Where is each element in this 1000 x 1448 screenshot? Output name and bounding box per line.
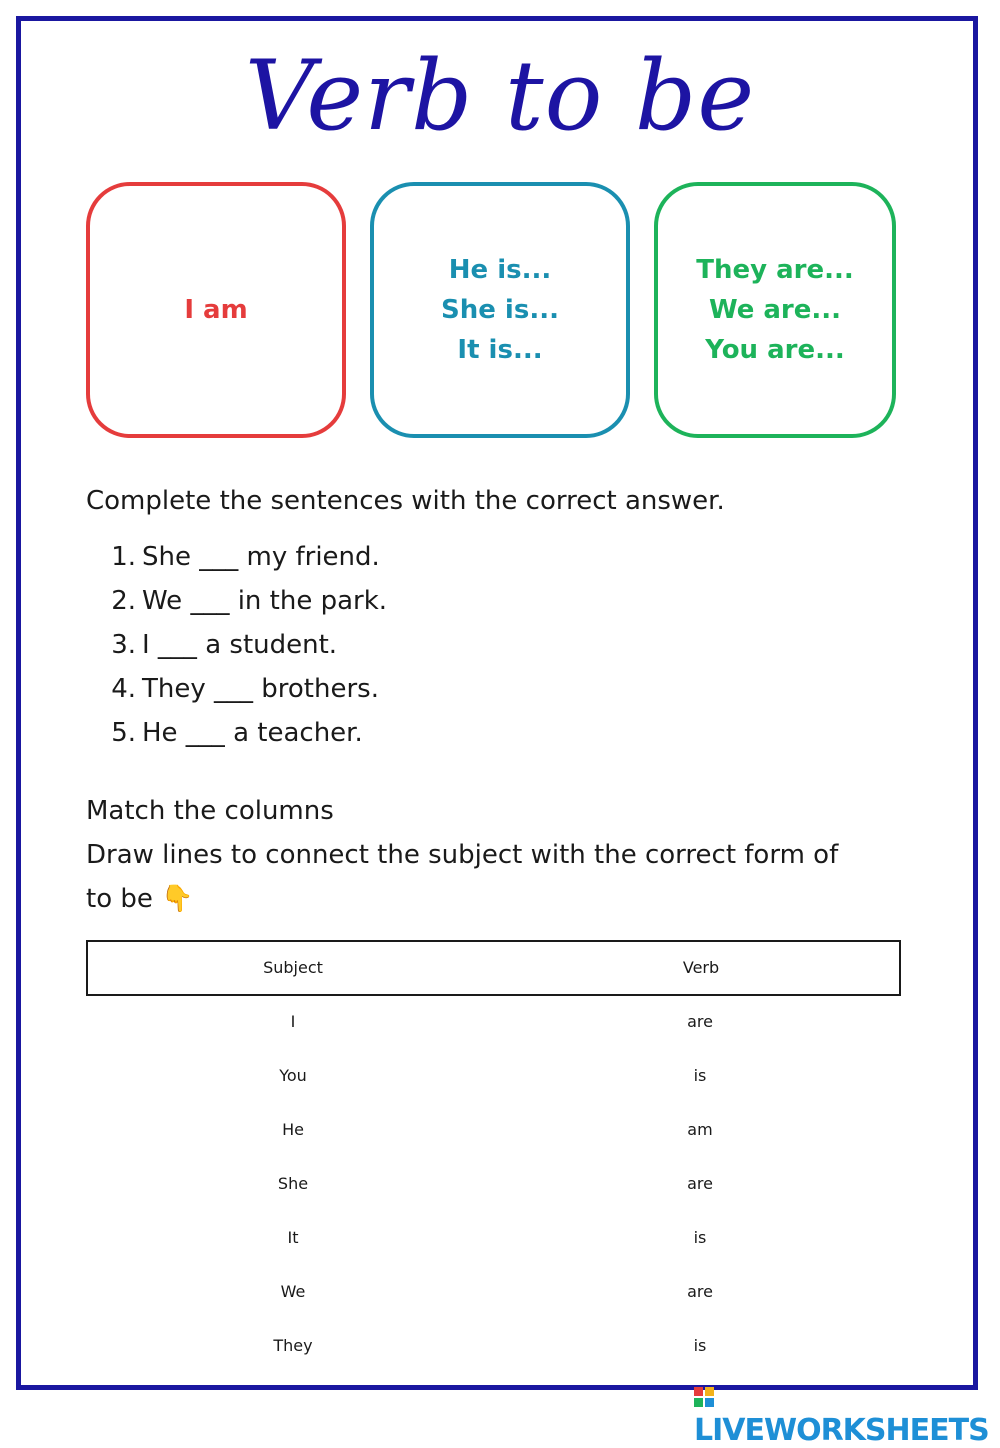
- subject-cell: They: [273, 1336, 313, 1355]
- box-line: He is...: [448, 255, 552, 285]
- verb-cell: are: [687, 1012, 713, 1031]
- section2-heading: Match the columns: [86, 796, 334, 826]
- verb-cell: is: [693, 1228, 707, 1247]
- subject-cell: It: [287, 1228, 299, 1247]
- box-line: They are...: [696, 255, 854, 285]
- table-header: [86, 940, 901, 996]
- section2-instruction-text: to be: [86, 884, 153, 914]
- box-line: It is...: [457, 335, 543, 365]
- verb-cell: am: [687, 1120, 713, 1139]
- sentence-number: 4.: [111, 674, 136, 704]
- header-subject: Subject: [263, 958, 323, 977]
- verb-cell: is: [693, 1336, 707, 1355]
- box-line: I am: [184, 295, 248, 325]
- verb-cell: are: [687, 1174, 713, 1193]
- box-line: We are...: [708, 295, 842, 325]
- section1-instruction: Complete the sentences with the correct answer.: [86, 486, 725, 516]
- sentence-text: He ___ a teacher.: [142, 718, 363, 748]
- pointing-down-icon: 👇: [161, 884, 194, 914]
- box-line: She is...: [441, 295, 559, 325]
- sentence-item: [108, 674, 379, 704]
- subject-cell: I: [290, 1012, 296, 1031]
- sentence-text: I ___ a student.: [142, 630, 338, 660]
- header-verb: Verb: [682, 958, 720, 977]
- subject-cell: You: [279, 1066, 307, 1085]
- sentence-number: 1.: [111, 542, 136, 572]
- box-line: You are...: [705, 335, 845, 365]
- liveworksheets-logo: [694, 1378, 1000, 1448]
- subject-cell: She: [277, 1174, 309, 1193]
- verb-cell: is: [693, 1066, 707, 1085]
- sentence-text: We ___ in the park.: [142, 586, 388, 616]
- sentence-item: [108, 718, 363, 748]
- sentence-number: 5.: [111, 718, 136, 748]
- sentence-text: They ___ brothers.: [142, 674, 379, 704]
- box-are: [654, 182, 896, 438]
- box-is: [370, 182, 630, 438]
- logo-text: LIVEWORKSHEETS: [694, 1413, 989, 1448]
- section2-instruction-line2: [86, 884, 194, 914]
- section2-instruction-line1: Draw lines to connect the subject with the correct form of: [86, 840, 839, 870]
- sentence-number: 2.: [111, 586, 136, 616]
- page-title: Verb to be: [244, 40, 756, 152]
- sentence-item: [108, 542, 380, 572]
- subject-cell: He: [282, 1120, 304, 1139]
- verb-cell: are: [687, 1282, 713, 1301]
- sentence-item: [108, 630, 337, 660]
- sentence-text: She ___ my friend.: [142, 542, 380, 572]
- logo-mark-icon: [694, 1387, 714, 1407]
- sentence-number: 3.: [111, 630, 136, 660]
- box-i-am: [86, 182, 346, 438]
- subject-cell: We: [280, 1282, 306, 1301]
- sentence-item: [108, 586, 387, 616]
